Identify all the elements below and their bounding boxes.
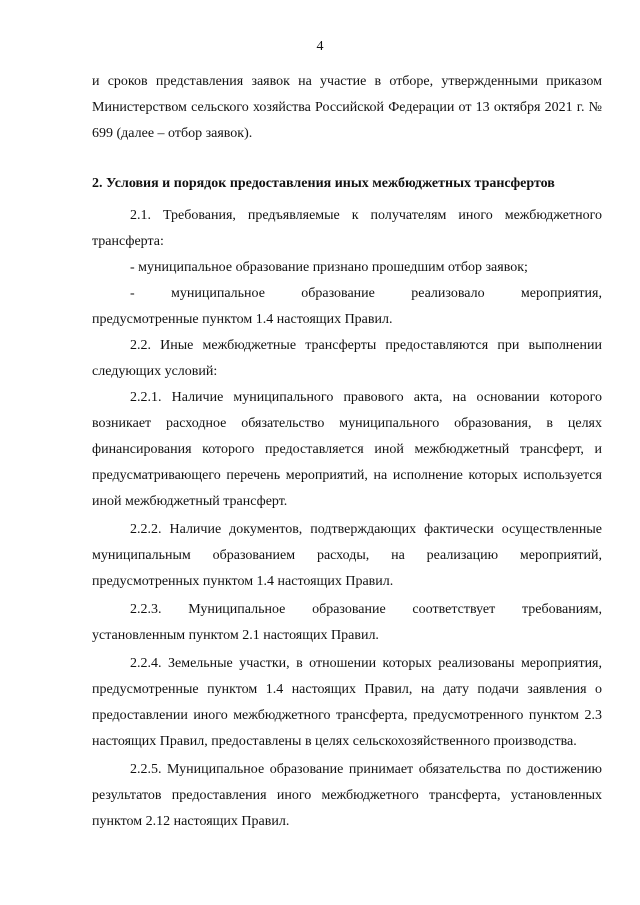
section-heading: 2. Условия и порядок предоставления иных межбюджетных трансфертов bbox=[92, 176, 555, 191]
paragraph-2-2: 2.2. Иные межбюджетные трансферты предоставляются при выполнении следующих условий: bbox=[92, 338, 602, 379]
bullet-word: реализовало bbox=[411, 286, 485, 301]
paragraph-2-2-2: 2.2.2. Наличие документов, подтверждающих фактически осуществленные муниципальным образованием расходы, на реализацию мероприятий, предусмотренных пунктом 1.4 настоящих Правил. bbox=[92, 522, 602, 589]
bullet-item-1: - муниципальное образование признано прошедшим отбор заявок; bbox=[130, 260, 528, 275]
paragraph-2-2-5: 2.2.5. Муниципальное образование принимает обязательства по достижению результатов предоставления иного межбюджетного трансферта, установленных пунктом 2.12 настоящих Правил. bbox=[92, 762, 602, 829]
bullet-item-2 bbox=[92, 281, 602, 307]
bullet-item-2-continuation: предусмотренные пунктом 1.4 настоящих Правил. bbox=[92, 312, 393, 327]
document-body bbox=[92, 69, 602, 835]
paragraph-2-2-4: 2.2.4. Земельные участки, в отношении которых реализованы мероприятия, предусмотренные пунктом 1.4 настоящих Правил, на дату подачи заявления о предоставлении иного межбюджетного трансферта, предусмотренного пунктом 2.3 настоящих Правил, предоставлены в целях сельскохозяйственного производства. bbox=[92, 656, 602, 749]
paragraph-2-2-3: 2.2.3. Муниципальное образование соответствует требованиям, установленным пунктом 2.1 настоящих Правил. bbox=[92, 602, 602, 643]
bullet-word: мероприятия, bbox=[520, 286, 602, 301]
bullet-word: образование bbox=[301, 286, 375, 301]
paragraph-2-1: 2.1. Требования, предъявляемые к получателям иного межбюджетного трансферта: bbox=[92, 208, 602, 249]
paragraph-2-2-1: 2.2.1. Наличие муниципального правового акта, на основании которого возникает расходное обязательство муниципального образования, в целях финансирования которого предоставляется иной межбюджетный трансферт, и предусматривающего перечень мероприятий, на исполнение которых используется иной межбюджетный трансферт. bbox=[92, 390, 602, 509]
page-number: 4 bbox=[316, 39, 324, 54]
bullet-word: - bbox=[130, 286, 135, 301]
bullet-word: муниципальное bbox=[171, 286, 265, 301]
intro-paragraph: и сроков представления заявок на участие в отборе, утвержденными приказом Министерством сельского хозяйства Российской Федерации от 13 октября 2021 г. № 699 (далее – отбор заявок). bbox=[92, 74, 602, 141]
